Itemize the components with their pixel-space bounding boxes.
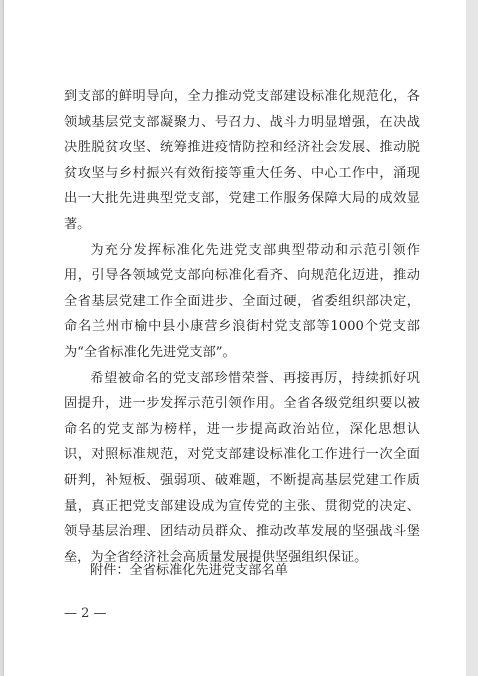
viewer-margin [466,0,478,676]
attachment-line: 附件：全省标准化先进党支部名单 [90,563,288,578]
paragraph-naming-decision: 为充分发挥标准化先进党支部典型带动和示范引领作用，引导各领域党支部向标准化看齐、向规范化迈进，推动全省基层党建工作全面进步、全面过硬，省委组织部决定，命名兰州市榆中县小康营乡浪街村党支部等1000个党支部为“全省标准化先进党支部”。 [64,242,420,360]
document-page [4,0,466,676]
page-number: — 2 — [64,606,107,621]
paragraph-continuation: 到支部的鲜明导向，全力推动党支部建设标准化规范化，各领域基层党支部凝聚力、号召力、战斗力明显增强，在决战决胜脱贫攻坚、统筹推进疫情防控和经济社会发展、推动脱贫攻坚与乡村振兴有效衔接等重大任务、中心工作中，涌现出一大批先进典型党支部，党建工作服务保障大局的成效显著。 [64,89,420,232]
document-body [64,84,420,570]
paragraph-expectations: 希望被命名的党支部珍惜荣誉、再接再厉，持续抓好巩固提升，进一步发挥示范引领作用。全省各级党组织要以被命名的党支部为榜样，进一步提高政治站位，深化思想认识，对照标准规范，对党支部建设标准化工作进行一次全面研判，补短板、强弱项、破难题，不断提高基层党建工作质量，真正把党支部建设成为宣传党的主张、贯彻党的决定、领导基层治理、团结动员群众、推动改革发展的坚强战斗堡垒，为全省经济社会高质量发展提供坚强组织保证。 [64,370,420,565]
